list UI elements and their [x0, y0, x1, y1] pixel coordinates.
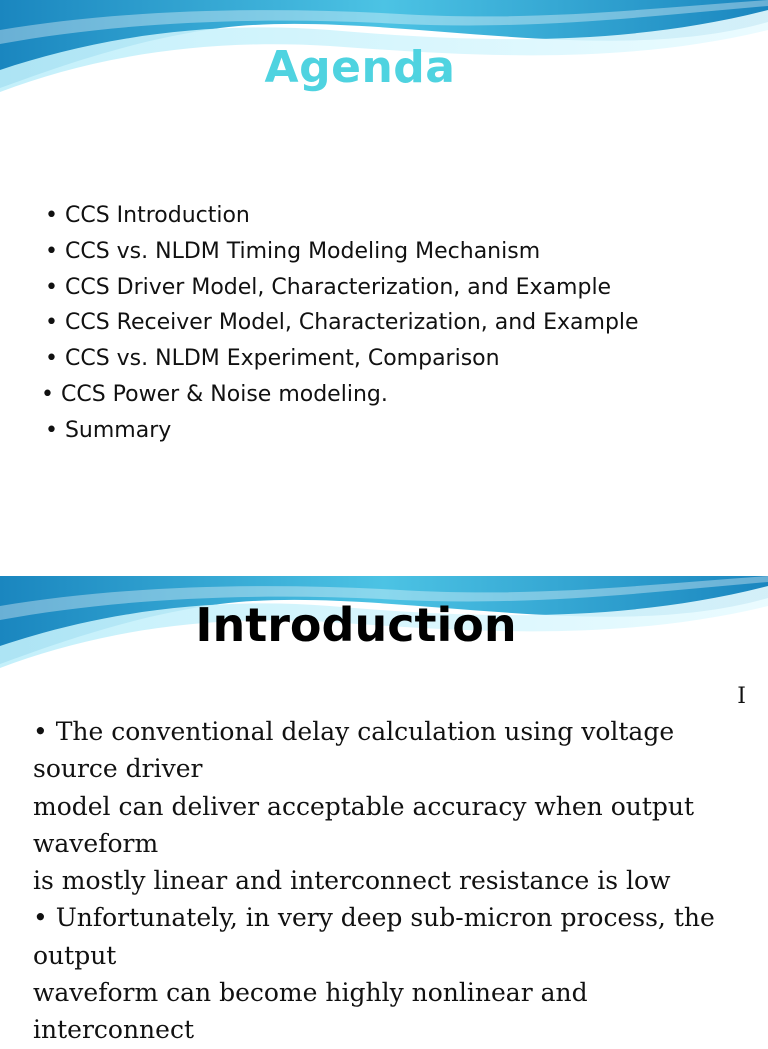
- body-line: waveform: [33, 828, 159, 858]
- body-line: is mostly linear and interconnect resistance is low: [33, 866, 671, 896]
- agenda-item: • CCS Receiver Model, Characterization, and Example: [45, 310, 639, 336]
- agenda-item: • CCS vs. NLDM Timing Modeling Mechanism: [45, 238, 541, 264]
- body-line: output: [33, 940, 117, 970]
- agenda-item: • CCS Introduction: [45, 203, 250, 228]
- body-line: • Unfortunately, in very deep sub-micron process, the: [33, 903, 715, 933]
- text-cursor-mark: I: [737, 684, 746, 709]
- slide-introduction: [0, 576, 768, 1045]
- body-line: model can deliver acceptable accuracy when output: [33, 791, 695, 821]
- agenda-item: • CCS Driver Model, Characterization, and Example: [45, 274, 612, 300]
- agenda-title: Agenda: [264, 42, 456, 93]
- body-line: waveform can become highly nonlinear and: [33, 978, 588, 1008]
- agenda-item: • Summary: [45, 417, 172, 443]
- body-line: • The conventional delay calculation using voltage: [33, 717, 675, 746]
- agenda-list: [41, 198, 639, 449]
- body-line: interconnect: [33, 1015, 194, 1045]
- agenda-item: • CCS Power & Noise modeling.: [41, 381, 388, 407]
- introduction-body: [33, 713, 753, 1049]
- introduction-title: Introduction: [195, 598, 517, 652]
- body-line: source driver: [33, 754, 203, 784]
- agenda-item: • CCS vs. NLDM Experiment, Comparison: [45, 346, 500, 372]
